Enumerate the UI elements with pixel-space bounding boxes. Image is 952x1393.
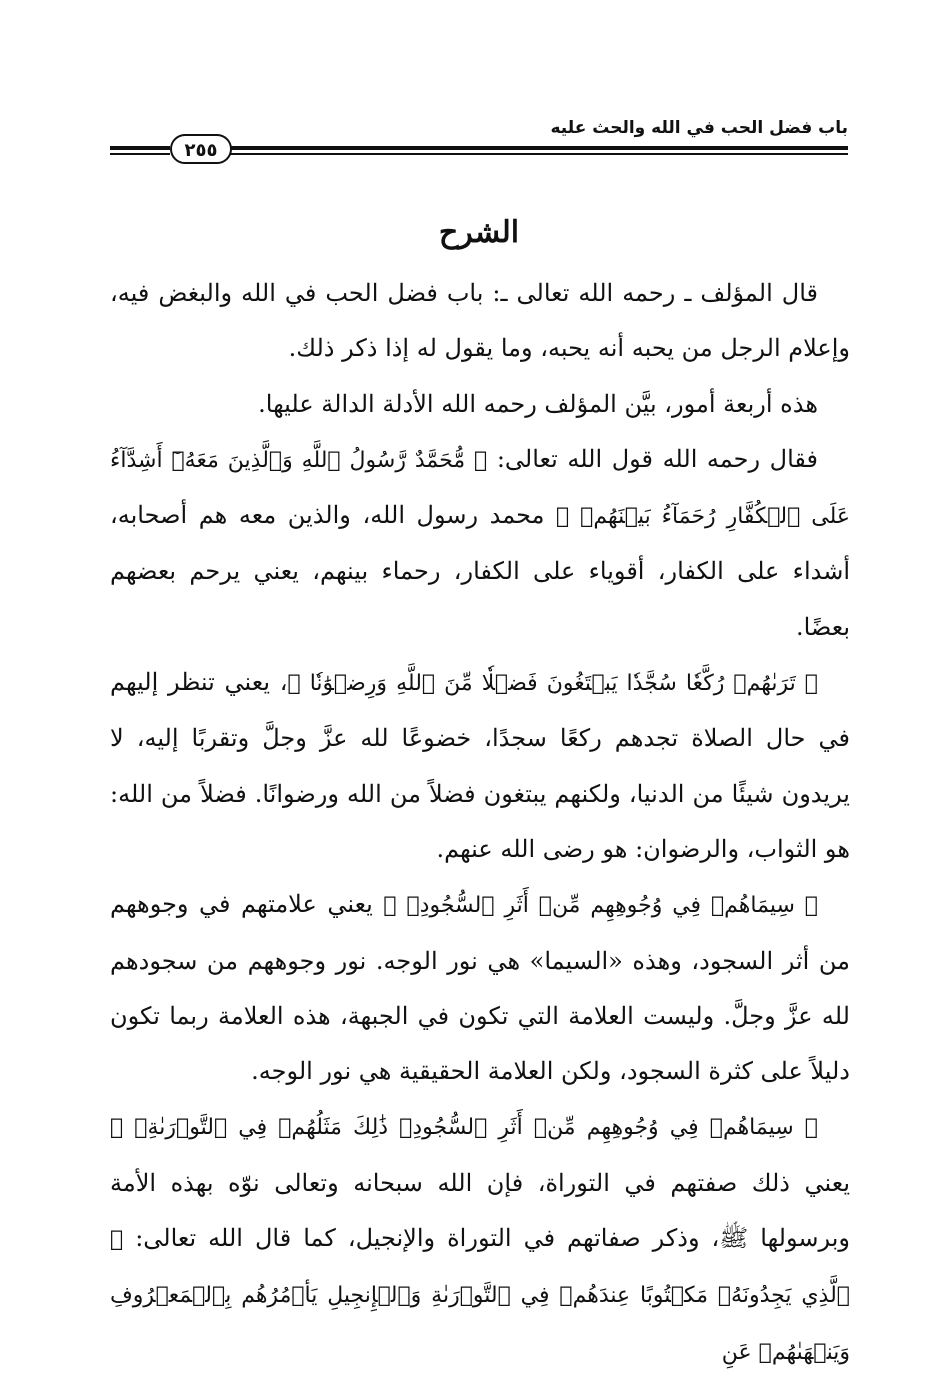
page-number: ٢٥٥ xyxy=(170,134,232,164)
quran-verse: ﴿ تَرَىٰهُمۡ رُكَّعٗا سُجَّدٗا يَبۡتَغُونَ فَضۡلٗا مِّنَ ٱللَّهِ وَرِضۡوَٰنٗا ﴾ xyxy=(287,671,819,697)
running-header xyxy=(110,108,848,178)
section-heading: الشرح xyxy=(438,215,520,250)
header-rule-thin xyxy=(230,153,848,155)
header-rule xyxy=(230,146,848,150)
paragraph-text: يعني علامتهم في وجوههم من أثر السجود، وهذه «السيما» هي نور الوجه. نور وجوههم من سجودهم لله عزَّ وجلَّ. وليست العلامة التي تكون في الجبهة، هذه العلامة ربما تكون دليلاً على كثرة السجود، ولكن العلامة الحقيقية هي نور الوجه. xyxy=(110,890,850,1086)
paragraph-text: يعني ذلك صفتهم في التوراة، فإن الله سبحانه وتعالى نوّه بهذه الأمة وبرسولها ﷺ، وذكر صفاتهم في التوراة والإنجيل، كما قال الله تعالى: xyxy=(110,1168,850,1253)
chapter-title: باب فضل الحب في الله والحث عليه xyxy=(550,118,848,138)
paragraph-text: هذه أربعة أمور، بيَّن المؤلف رحمه الله الأدلة الدالة عليها. xyxy=(258,389,818,418)
paragraph xyxy=(110,266,850,377)
paragraph-text: قال المؤلف ـ رحمه الله تعالى ـ: باب فضل الحب في الله والبغض فيه، وإعلام الرجل من يحبه أنه يحبه، وما يقول له إذا ذكر ذلك. xyxy=(110,279,850,363)
paragraph xyxy=(110,1099,850,1379)
quran-verse: ﴿ سِيمَاهُمۡ فِي وُجُوهِهِم مِّنۡ أَثَرِ ٱلسُّجُودِۚ ﴾ xyxy=(383,893,819,919)
paragraph xyxy=(110,655,850,877)
quran-verse: ﴿ ٱلَّذِي يَجِدُونَهُۥ مَكۡتُوبًا عِندَهُمۡ فِي ٱلتَّوۡرَىٰةِ وَٱلۡإِنجِيلِ يَأۡمُرُهُم بِٱلۡمَعۡرُوفِ وَيَنۡهَىٰهُمۡ عَنِ xyxy=(110,1227,850,1365)
paragraph-text: محمد رسول الله، والذين معه هم أصحابه، أشداء على الكفار، أقوياء على الكفار، رحماء بينهم، يعني يرحم بعضهم بعضًا. xyxy=(110,501,850,641)
header-rule-left-thin xyxy=(110,153,170,155)
paragraph xyxy=(110,377,850,432)
commentary-body xyxy=(110,266,850,1380)
paragraph-text: ، يعني تنظر إليهم في حال الصلاة تجدهم ركعًا سجدًا، خضوعًا لله عزَّ وجلَّ وتقربًا إليه، لا يريدون شيئًا من الدنيا، ولكنهم يبتغون فضلاً من الله ورضوانًا. فضلاً من الله: هو الثواب، والرضوان: هو رضى الله عنهم. xyxy=(110,668,850,863)
paragraph xyxy=(110,877,850,1099)
quran-verse: ﴿ سِيمَاهُمۡ فِي وُجُوهِهِم مِّنۡ أَثَرِ ٱلسُّجُودِۚ ذَٰلِكَ مَثَلُهُمۡ فِي ٱلتَّوۡرَىٰةِۚ ﴾ xyxy=(110,1115,818,1141)
quran-verse: ﴿ مُّحَمَّدٌ رَّسُولُ ٱللَّهِ وَٱلَّذِينَ مَعَهُۥٓ أَشِدَّآءُ عَلَى ٱلۡكُفَّارِ رُحَمَآءُ بَيۡنَهُمۡ ﴾ xyxy=(110,447,850,530)
paragraph-text: فقال رحمه الله قول الله تعالى: xyxy=(487,444,818,473)
header-rule-left xyxy=(110,146,170,150)
paragraph xyxy=(110,432,850,655)
